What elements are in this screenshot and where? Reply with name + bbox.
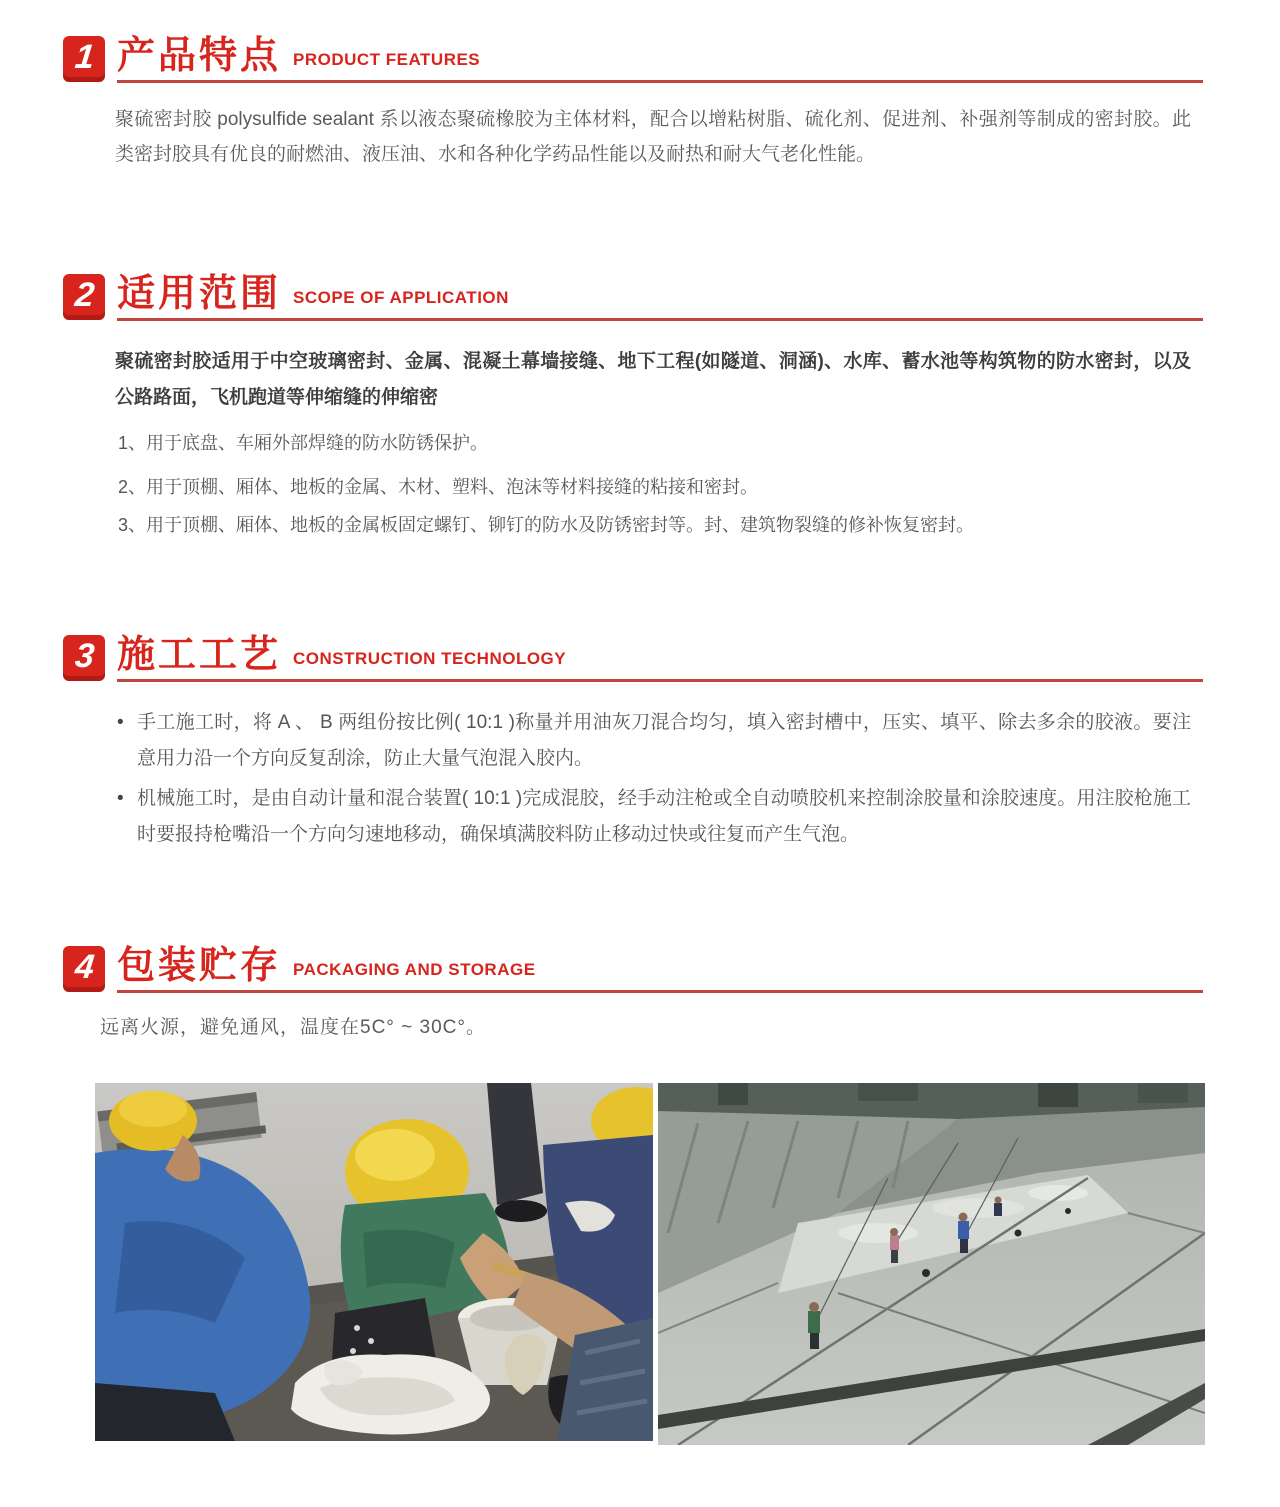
slope-photo-illustration [658,1083,1205,1445]
section-2-title-zh: 适用范围 [117,273,282,315]
bullet-item: • 机械施工时，是由自动计量和混合装置( 10:1 )完成混胶，经手动注枪或全自动喷胶机来控制涂胶量和涂胶速度。用注胶枪施工时要报持枪嘴沿一个方向匀速地移动，确保填满胶料防止移动过快或往复而产生气泡。 [115,781,1191,853]
photo-row [95,1083,1205,1445]
section-construction-technology [63,635,1203,857]
section-2-header [63,274,1203,324]
application-list [118,428,1191,540]
section-2-number-badge [63,274,105,320]
list-item: 3、用于顶棚、厢体、地板的金属板固定螺钉、铆钉的防水及防锈密封等。封、建筑物裂缝的修补恢复密封。 [118,515,975,535]
section-1-title-en: PRODUCT FEATURES [293,50,481,69]
section-2-number: 2 [72,275,96,314]
section-4-title-zh: 包装贮存 [117,945,282,987]
section-1-title-zh: 产品特点 [117,35,282,77]
section-1-header [63,36,1203,86]
photo-concrete-slope [658,1083,1205,1445]
section-1-number-badge [63,36,105,82]
section-3-header [63,635,1203,685]
construction-steps-list [115,705,1191,853]
section-1-number: 1 [72,37,96,76]
section-1-body: 聚硫密封胶 polysulfide sealant 系以液态聚硫橡胶为主体材料，配合以增粘树脂、硫化剂、促进剂、补强剂等制成的密封胶。此类密封胶具有优良的耐燃油、液压油、水和各种化学药品性能以及耐热和耐大气老化性能。 [115,109,1191,165]
list-item: 1、用于底盘、车厢外部焊缝的防水防锈保护。 [118,433,489,453]
section-3-title-zh: 施工工艺 [117,634,282,676]
section-4-number: 4 [72,947,96,986]
list-item: 2、用于顶棚、厢体、地板的金属、木材、塑料、泡沫等材料接缝的粘接和密封。 [118,477,759,497]
section-3-titles [117,632,1203,682]
workers-photo-illustration [95,1083,653,1441]
section-packaging-and-storage [63,946,1203,1039]
section-product-features [63,36,1203,172]
section-1-titles [117,33,1203,83]
section-3-title-en: CONSTRUCTION TECHNOLOGY [293,649,567,668]
section-4-body: 远离火源，避免通风，温度在5C° ~ 30C°。 [100,1017,486,1038]
photo-workers-applying-sealant [95,1083,653,1441]
section-4-titles [117,943,1203,993]
section-3-number: 3 [72,636,96,675]
section-2-title-en: SCOPE OF APPLICATION [293,288,509,307]
section-4-header [63,946,1203,996]
section-2-titles [117,271,1203,321]
section-scope-of-application [63,274,1203,548]
section-4-title-en: PACKAGING AND STORAGE [293,960,536,979]
bullet-item: • 手工施工时，将 A 、 B 两组份按比例( 10:1 )称量并用油灰刀混合均匀，填入密封槽中，压实、填平、除去多余的胶液。要注意用力沿一个方向反复刮涂，防止大量气泡混入胶内。 [115,705,1191,777]
section-2-lead: 聚硫密封胶适用于中空玻璃密封、金属、混凝土幕墙接缝、地下工程(如隧道、洞涵)、水库、蓄水池等构筑物的防水密封，以及公路路面，飞机跑道等伸缩缝的伸缩密 [115,351,1191,408]
section-4-number-badge [63,946,105,992]
section-3-number-badge [63,635,105,681]
